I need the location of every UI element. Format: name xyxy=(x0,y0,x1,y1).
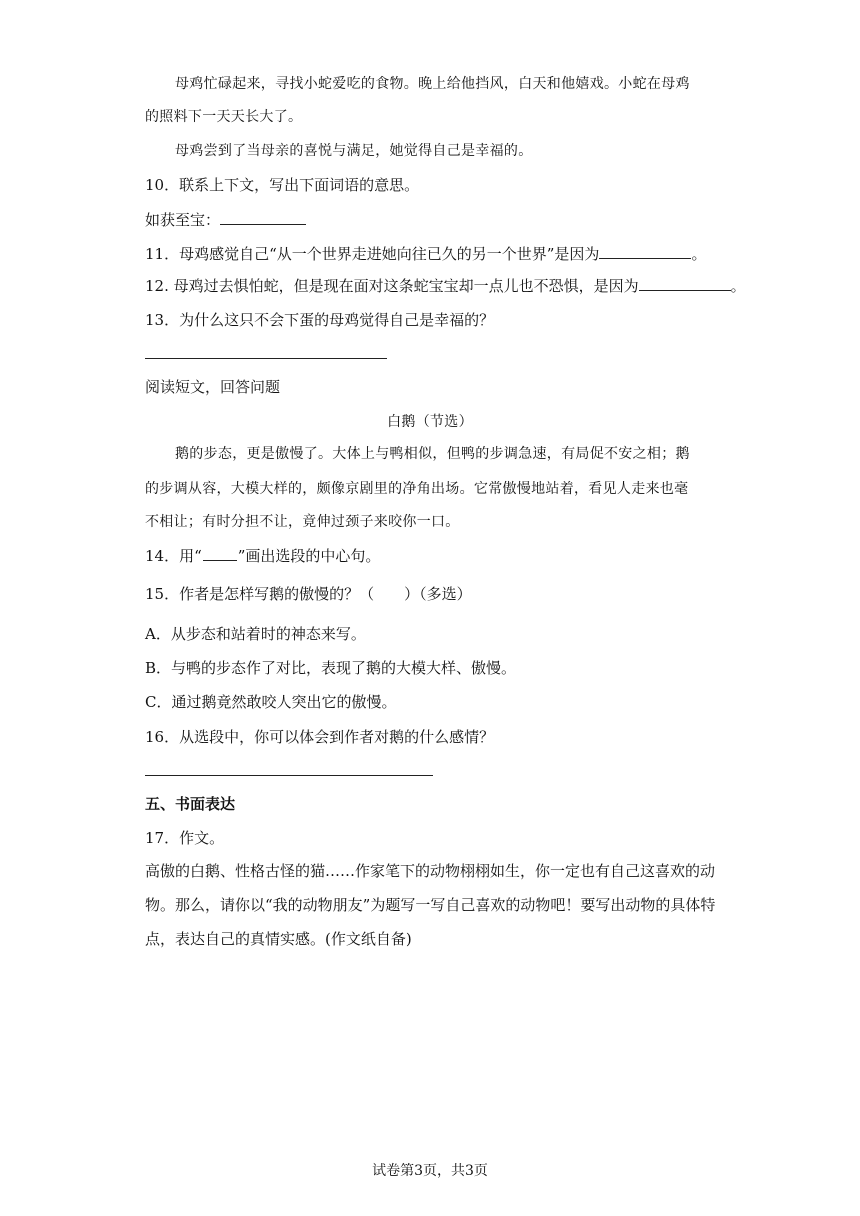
question-14 xyxy=(145,546,380,566)
question-12-end: 。 xyxy=(730,277,746,295)
question-12 xyxy=(145,276,746,296)
passage-text: 的步调从容，大模大样的，颇像京剧里的净角出场。它常傲慢地站着，看见人走来也毫 xyxy=(145,481,689,497)
question-11-text: 11．母鸡感觉自己“从一个世界走进她向往已久的另一个世界”是因为 xyxy=(145,245,600,263)
underline-mark xyxy=(203,548,237,561)
answer-line[interactable] xyxy=(145,775,433,776)
question-10: 10．联系上下文，写出下面词语的意思。 xyxy=(145,176,420,194)
reading-instruction: 阅读短文，回答问题 xyxy=(145,378,281,396)
answer-blank[interactable] xyxy=(639,276,731,291)
question-10-term xyxy=(145,210,306,230)
question-16: 16．从选段中，你可以体会到作者对鹅的什么感情？ xyxy=(145,728,495,746)
passage-text: 母鸡尝到了当母亲的喜悦与满足，她觉得自己是幸福的。 xyxy=(175,143,533,159)
option-a[interactable]: A．从步态和站着时的神态来写。 xyxy=(145,625,366,643)
question-15: 15．作者是怎样写鹅的傲慢的？（ ）（多选） xyxy=(145,585,472,603)
passage-title: 白鹅（节选） xyxy=(387,414,473,430)
section-heading: 五、书面表达 xyxy=(145,795,236,813)
question-17: 17．作文。 xyxy=(145,829,225,847)
question-13: 13．为什么这只不会下蛋的母鸡觉得自己是幸福的？ xyxy=(145,311,495,329)
page-footer: 试卷第3页，共3页 xyxy=(372,1163,488,1179)
answer-blank[interactable] xyxy=(220,210,306,225)
question-12-text: 12. 母鸡过去惧怕蛇，但是现在面对这条蛇宝宝却一点儿也不恐惧，是因为 xyxy=(145,277,639,295)
passage-text: 不相让；有时分担不让，竟伸过颈子来咬你一口。 xyxy=(145,514,460,530)
term-label: 如获至宝： xyxy=(145,211,221,229)
passage-text: 的照料下一天天长大了。 xyxy=(145,109,303,125)
option-b[interactable]: B．与鸭的步态作了对比，表现了鹅的大模大样、傲慢。 xyxy=(145,659,517,677)
essay-prompt: 点，表达自己的真情实感。(作文纸自备) xyxy=(145,930,412,948)
question-14-end: ”画出选段的中心句。 xyxy=(237,547,381,565)
question-14-text: 14．用“ xyxy=(145,547,202,565)
essay-prompt: 物。那么，请你以“我的动物朋友”为题写一写自己喜欢的动物吧！要写出动物的具体特 xyxy=(145,896,716,914)
passage-text: 鹅的步态，更是傲慢了。大体上与鸭相似，但鸭的步调急速，有局促不安之相；鹅 xyxy=(175,446,690,462)
question-11-end: 。 xyxy=(691,245,707,263)
answer-blank[interactable] xyxy=(599,244,691,259)
passage-text: 母鸡忙碌起来，寻找小蛇爱吃的食物。晚上给他挡风，白天和他嬉戏。小蛇在母鸡 xyxy=(175,76,690,92)
option-c[interactable]: C．通过鹅竟然敢咬人突出它的傲慢。 xyxy=(145,693,397,711)
question-11 xyxy=(145,244,706,264)
essay-prompt: 高傲的白鹅、性格古怪的猫……作家笔下的动物栩栩如生，你一定也有自己这喜欢的动 xyxy=(145,862,716,880)
answer-line[interactable] xyxy=(145,358,387,359)
